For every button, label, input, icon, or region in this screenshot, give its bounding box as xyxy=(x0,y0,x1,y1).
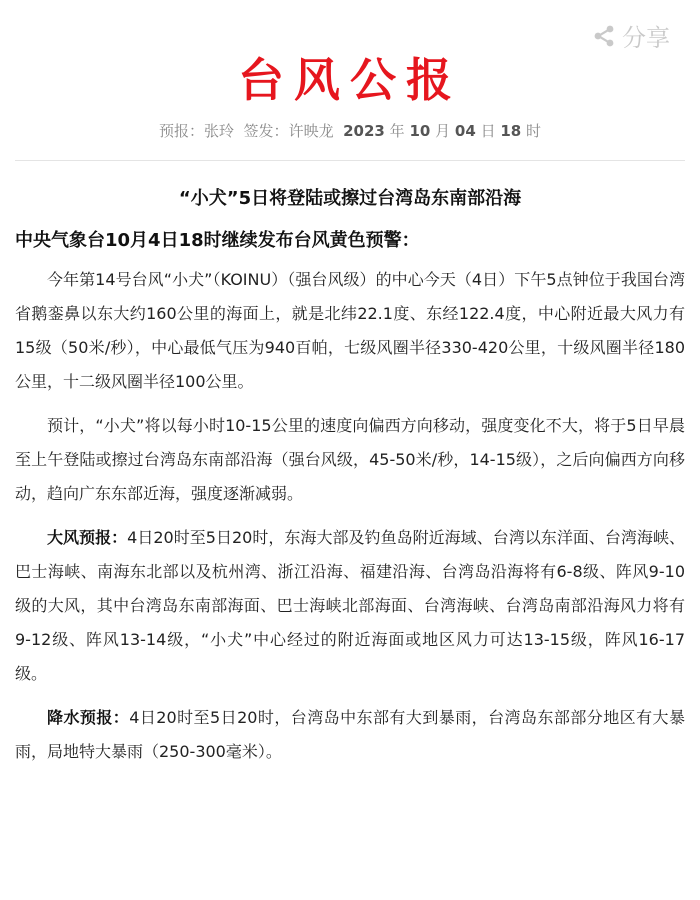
issuer-name: 许映龙 xyxy=(288,122,334,140)
paragraph-typhoon-position: 今年第14号台风“小犬”（KOINU）（强台风级）的中心今天（4日）下午5点钟位于我国台湾省鹅銮鼻以东大约160公里的海面上，就是北纬22.1度、东经122.4度，中心附近最大风力有15级（50米/秒），中心最低气压为940百帕，七级风圈半径330-420公里，十级风圈半径180公里，十二级风圈半径100公里。 xyxy=(15,270,685,391)
rain-forecast-text: 4日20时至5日20时，台湾岛中东部有大到暴雨，台湾岛东部部分地区有大暴雨，局地特大暴雨（250-300毫米）。 xyxy=(15,708,685,761)
header-divider xyxy=(15,160,685,161)
day-value: 04 xyxy=(454,122,476,140)
month-value: 10 xyxy=(409,122,431,140)
share-button[interactable] xyxy=(592,18,670,53)
day-unit: 日 xyxy=(480,122,496,140)
paragraph-rain-forecast xyxy=(15,701,685,769)
hour-value: 18 xyxy=(500,122,522,140)
wind-forecast-text: 4日20时至5日20时，东海大部及钓鱼岛附近海域、台湾以东洋面、台湾海峡、巴士海峡、南海东北部以及杭州湾、浙江沿海、福建沿海、台湾岛沿海将有6-8级、阵风9-10级的大风，其中台湾岛东南部海面、巴士海峡北部海面、台湾海峡、台湾岛南部沿海风力将有9-12级、阵风13-14级，“小犬”中心经过的附近海面或地区风力可达13-15级，阵风16-17级。 xyxy=(15,528,685,683)
issuer-label: 签发： xyxy=(243,122,289,140)
paragraph-wind-forecast xyxy=(15,521,685,691)
rain-forecast-label: 降水预报： xyxy=(47,708,130,727)
share-label: 分享 xyxy=(622,24,670,52)
editor-label: 预报： xyxy=(158,122,204,140)
article-headline: “小犬”5日将登陆或擦过台湾岛东南部沿海 xyxy=(178,188,522,209)
page-title: 台风公报 xyxy=(238,53,462,107)
year-value: 2023 xyxy=(343,122,385,140)
month-unit: 月 xyxy=(435,122,451,140)
editor-name: 张玲 xyxy=(203,122,234,140)
byline xyxy=(0,120,700,142)
wind-forecast-label: 大风预报： xyxy=(47,528,128,547)
share-icon xyxy=(592,24,616,48)
article-subhead: 中央气象台10月4日18时继续发布台风黄色预警： xyxy=(15,230,420,251)
hour-unit: 时 xyxy=(526,122,542,140)
paragraph-forecast-track: 预计，“小犬”将以每小时10-15公里的速度向偏西方向移动，强度变化不大，将于5日早晨至上午登陆或擦过台湾岛东南部沿海（强台风级，45-50米/秒，14-15级），之后向偏西方向移动，趋向广东东部近海，强度逐渐减弱。 xyxy=(15,416,685,503)
year-unit: 年 xyxy=(389,122,405,140)
